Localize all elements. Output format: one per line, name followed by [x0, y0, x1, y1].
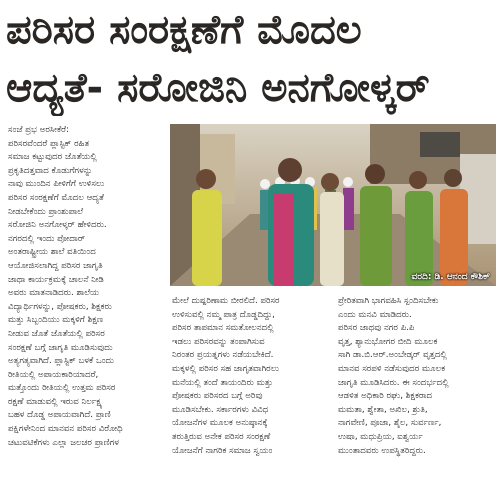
text-line: ಪರಿಸರ ಸಂರಕ್ಷಣೆಗೆ ಮೊದಲ ಆದ್ಯತೆ [8, 192, 104, 203]
text-line: ಆಯೋಜಿಸಲಾಗಿದ್ದ ಪರಿಸರ ಜಾಗೃತಿ [8, 260, 103, 271]
article-column-1 [8, 124, 165, 496]
text-line: ಮತ್ತೊಂದು ರೀತಿಯಲ್ಲಿ ಉತ್ತಮ ಪರಿಸರ [8, 383, 116, 394]
text-line: ಮೂಡಿಸಬೇಕು. ಸರ್ಕಾರಗಳು ವಿವಿಧ [172, 404, 269, 415]
text-line: ಮತ್ತು ಸಿಬ್ಬಂದಿಯು ಮಕ್ಕಳಿಗೆ ಶಿಕ್ಷಣ [8, 315, 104, 326]
text-line: ಯೋಜನೆಗೆ ನಾಗರಿಕ ಸಮಾಜ ಸ್ವಯಂ [172, 445, 273, 456]
text-line: ನಿರಂತರ ಪ್ರಯತ್ನಗಳು ನಡೆಯಬೇಕಿದೆ. [172, 350, 274, 361]
text-line: ಮಮತಾ, ಶ್ವೇತಾ, ಅಖಿಲ, ಶ್ರುತಿ, [338, 404, 428, 415]
text-line: ಮಕ್ಕಳಲ್ಲಿ ಪರಿಸರ ಸಹ ಜಾಗೃತವಾಗಿರಲು [172, 363, 280, 374]
text-line: ಉಳಿಸುವಲ್ಲಿ ನಮ್ಮ ಪಾತ್ರ ದೊಡ್ಡದಿದ್ದು, [172, 309, 275, 320]
text-line: ಪ್ರೇರಿತವಾಗಿ ಭಾಗವಹಿಸಿ ಸ್ಪಂದಿಸಬೇಕು [338, 296, 439, 306]
rally-photo-image [170, 124, 496, 286]
text-line: ನಾವು ಮುಂದಿನ ಪೀಳಿಗೆಗೆ ಉಳಿಸಲು [8, 179, 105, 190]
text-line: ಚಟುವಟಿಕೆಗಳು ಎಲ್ಲಾ ಜಲಚರ ಪ್ರಾಣಿಗಳ [8, 437, 120, 448]
text-line: ನೀಡಬೇಕೆಂದು ಪ್ರಾಂಶುಪಾಲೆ [8, 206, 84, 217]
headline-line-1: ಪರಿಸರ ಸಂರಕ್ಷಣೆಗೆ ಮೊದಲ [6, 7, 362, 53]
text-line: ವೃತ್ತ, ಶ್ಯಾನುಭೋಗರ ಬೀದಿ ಮೂಲಕ [338, 336, 438, 347]
text-line: ಇಡಲು ಪರಿಸರವನ್ನು ತಂಪಾಗಿಸುವ [172, 336, 265, 347]
text-line: ಪಕ್ಷಿಗಳೇನಿಂದ ಮಾನವನ ಪರಿಸರ ವಿರೋಧಿ [8, 424, 123, 435]
text-line: ಆಡಳಿತ ಅಧಿಕಾರಿ ರಘು, ಶಿಕ್ಷಕರಾದ [338, 391, 433, 402]
text-line: ನಗರದಲ್ಲಿ ಇಂದು ಪೋದಾರ್ [8, 233, 86, 244]
text-line: ಪರಿಸರವೆಂದರೆ ಪ್ಲಾಸ್ಟಿಕ್ ರಹಿತ [8, 138, 90, 149]
photo-credit: ವರದಿ: ಡಿ. ಆನಂದ ಕೌಶಿಕ್ [411, 272, 490, 282]
text-line: ಪೋಷಕರು ಪರಿಸರದ ಬಗ್ಗೆ ಅರಿವು [172, 391, 263, 402]
text-line: ಯೋಜನೆಗಳ ಮೂಲಕ ಅನುಷ್ಠಾನಕ್ಕೆ [172, 418, 268, 429]
text-line: ವಿದ್ಯಾರ್ಥಿಗಳನ್ನು, ಪೋಷಕರು, ಶಿಕ್ಷಕರು [8, 301, 112, 312]
text-line: ಎಂದು ಮನವಿ ಮಾಡಿದರು. [338, 309, 412, 320]
text-line: ಸಂರಕ್ಷಣೆ ಬಗ್ಗೆ ಜಾಗೃತಿ ಮೂಡಿಸುವುದು [8, 342, 113, 353]
text-line: ಅಂತರಾಷ್ಟ್ರೀಯ ಶಾಲೆ ವತಿಯಿಂದ [8, 247, 96, 258]
text-line: ಪರಿಸರ ತಾಪಮಾನ ಸಮತೋಲನದಲ್ಲಿ [172, 323, 274, 334]
text-line: ಸಂಜೆ ಪ್ರಭ ಅರಸೀಕೆರೆ: [8, 125, 69, 135]
headline-line-2: ಆದ್ಯತೆ- ಸರೋಜಿನಿ ಅನಗೋಳ್ಕರ್ [6, 65, 430, 111]
text-line: ರಕ್ಷಣೆ ಮಾಡುವಲ್ಲಿ ಇರುವ ನಿರ್ಲಕ್ಷ್ಯ [8, 396, 103, 407]
text-line: ಸಮಾಜ ಕಟ್ಟುವುದರ ಜೊತೆಯಲ್ಲಿ [8, 152, 97, 163]
text-line: ಮನೆಯಲ್ಲಿ ತಂದೆ ತಾಯಂದಿರು ಮತ್ತು [172, 377, 273, 388]
text-line: ಪ್ರಕೃತಿದತ್ತವಾದ ಕೊಡುಗೆಗಳನ್ನು [8, 165, 93, 176]
text-line: ಪರಿಸರ ಜಾಥವು ನಗರ ಪಿ.ಪಿ [338, 323, 415, 334]
text-line: ನಾಗವೇಣಿ, ಪೂಜಾ, ಶೈಲ, ಸುರ್ವರ್ಣ, [338, 418, 442, 429]
text-line: ಜಾಗೃತಿ ಮೂಡಿಸಿದರು. ಈ ಸಂದರ್ಭದಲ್ಲಿ [338, 377, 449, 388]
text-line: ರೀತಿಯಲ್ಲಿ ಅಪಾಯಕಾರಿಯಾದರೆ, [8, 369, 99, 380]
text-line: ಮಾನವ ಸರಪಳಿ ನಡೆಸುವುದರ ಮೂಲಕ [338, 363, 446, 374]
text-line: ಅತ್ಯಗತ್ಯವಾಗಿದೆ. ಪ್ಲಾಸ್ಟಿಕ್ ಬಳಕೆ ಒಂದು [8, 356, 114, 367]
rally-photo [170, 124, 496, 286]
text-line: ಉಷಾ, ಮಧುಪ್ರಿಯ, ಐಶ್ವರ್ಯ [338, 431, 423, 442]
text-line: ಸಾಗಿ ಡಾ.ಬಿ.ಆರ್.ಅಂಬೇಡ್ಕರ್ ವೃತ್ತದಲ್ಲಿ [338, 350, 447, 361]
article-column-3 [338, 295, 496, 495]
text-line: ಸರೋಜಿನಿ ಅನಗೋಳ್ಕರ್ ಹೇಳಿದರು. [8, 220, 107, 231]
text-line: ಬಹಳ ದೊಡ್ಡ ಅಪಾಯವಾಗಿದೆ. ಪ್ರಾಣಿ [8, 410, 111, 421]
article-column-2 [172, 295, 330, 495]
text-line: ಜಾಥಾ ಕಾರ್ಯಕ್ರಮಕ್ಕೆ ಚಾಲನೆ ನೀಡಿ [8, 274, 104, 285]
text-line: ನೀಡುವ ಜೊತೆ ಜೊತೆಯಲ್ಲಿ ಪರಿಸರ [8, 328, 105, 339]
text-line: ಮುಂತಾದವರು ಉಪಸ್ಥಿತರಿದ್ದರು. [338, 445, 426, 456]
text-line: ಅವರು ಮಾತನಾಡಿದರು. ಶಾಲೆಯ [8, 288, 100, 299]
text-line: ತರುತ್ತಿರುವ ಅನೇಕ ಪರಿಸರ ಸಂರಕ್ಷಣೆ [172, 431, 271, 442]
text-line: ಮೇಲೆ ದುಷ್ಪರಿಣಾಮ ಬೀರಲಿದೆ. ಪರಿಸರ [172, 296, 280, 306]
